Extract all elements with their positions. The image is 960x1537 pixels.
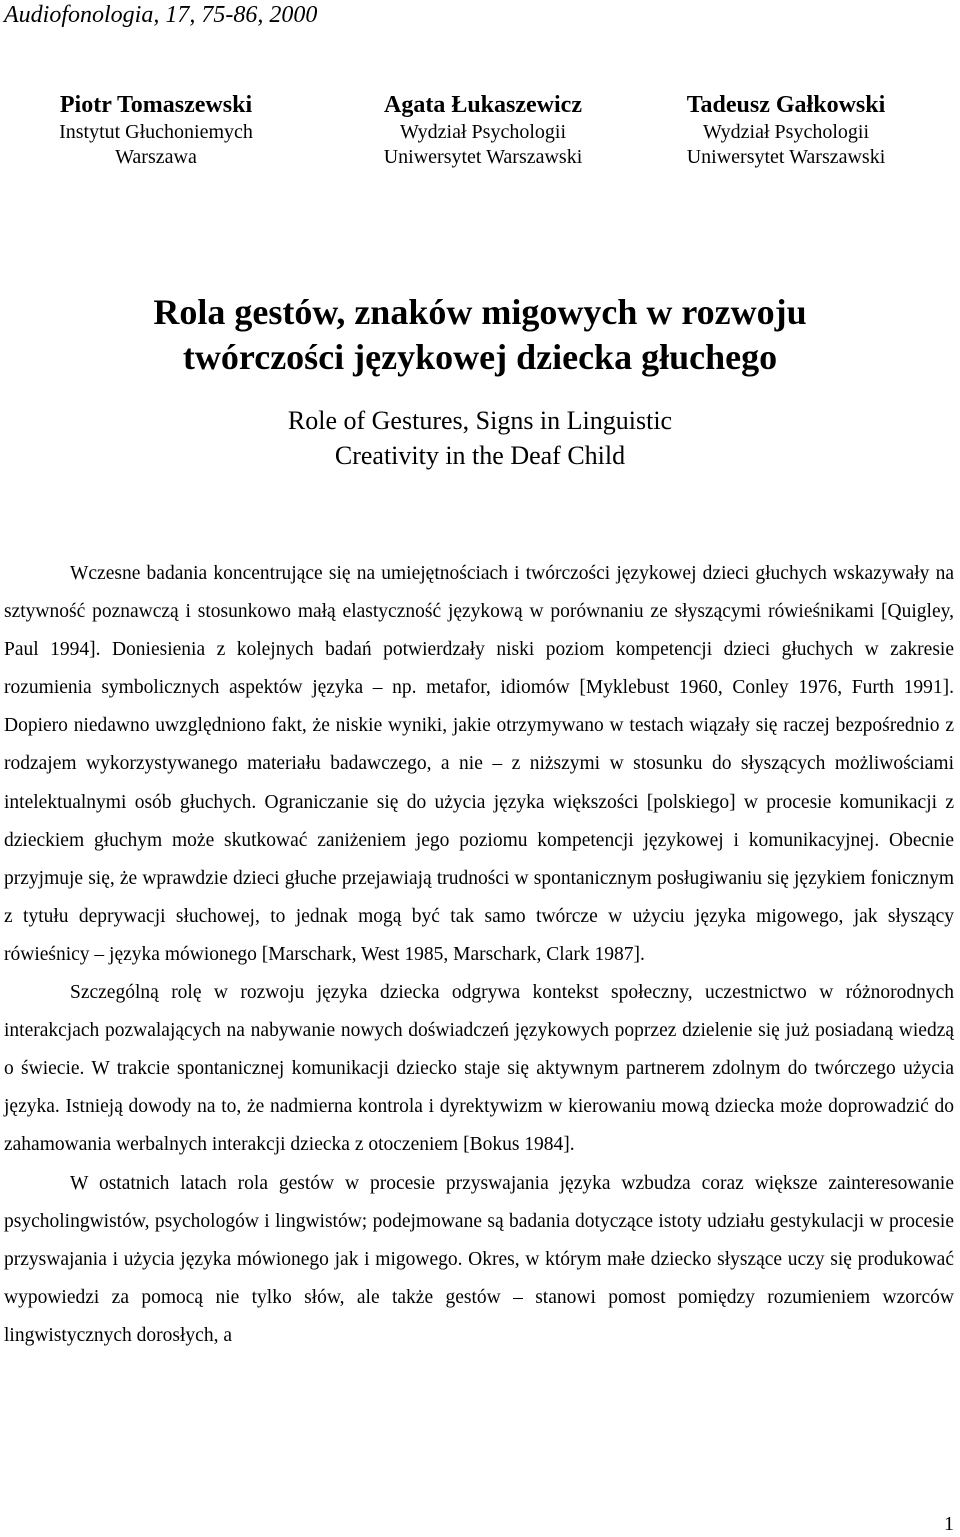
author-affiliation: Instytut Głuchoniemych xyxy=(59,121,253,143)
author-1 xyxy=(6,90,306,170)
paper-title-english xyxy=(0,403,960,473)
title-line: Role of Gestures, Signs in Linguistic xyxy=(287,406,673,435)
paragraph: Szczególną rolę w rozwoju języka dziecka odgrywa kontekst społeczny, uczestnictwo w różnorodnych interakcjach pozwalających na nabywanie nowych doświadczeń językowych poprzez dzielenie się już posiadaną wiedzą o świecie. W trakcie spontanicznej komunikacji dziecko staje się aktywnym partnerem zdolnym do twórczego użycia języka. Istnieją dowody na to, że nadmierna kontrola i dyrektywizm w kierowaniu mową dziecka może doprowadzić do zahamowania werbalnych interakcji dziecka z otoczeniem [Bokus 1984]. xyxy=(4,982,954,1156)
author-affiliation: Wydział Psychologii xyxy=(400,121,566,143)
author-university: Uniwersytet Warszawski xyxy=(383,146,583,168)
author-block xyxy=(0,90,960,186)
title-line: Rola gestów, znaków migowych w rozwoju xyxy=(153,292,807,332)
page-number: 1 xyxy=(944,1513,954,1535)
body-text xyxy=(4,555,954,1355)
author-name: Tadeusz Gałkowski xyxy=(686,92,886,118)
title-line: Creativity in the Deaf Child xyxy=(334,441,626,470)
title-line: twórczości językowej dziecka głuchego xyxy=(182,337,778,377)
journal-citation: Audiofonologia, 17, 75-86, 2000 xyxy=(4,2,318,28)
author-city: Warszawa xyxy=(115,146,197,168)
paper-title-polish xyxy=(0,290,960,380)
author-name: Piotr Tomaszewski xyxy=(59,92,253,118)
author-name: Agata Łukaszewicz xyxy=(384,92,582,118)
author-3 xyxy=(636,90,936,170)
paragraph: W ostatnich latach rola gestów w procesie przyswajania języka wzbudza coraz większe zainteresowanie psycholingwistów, psychologów i lingwistów; podejmowane są badania dotyczące istoty udziału gestykulacji w procesie przyswajania i użycia języka mówionego jak i migowego. Okres, w którym małe dziecko słyszące uczy się produkować wypowiedzi za pomocą nie tylko słów, ale także gestów – stanowi pomost pomiędzy rozumieniem wzorców lingwistycznych dorosłych, a xyxy=(4,1172,954,1346)
author-affiliation: Wydział Psychologii xyxy=(703,121,869,143)
paragraph: Wczesne badania koncentrujące się na umiejętnościach i twórczości językowej dzieci głuchych wskazywały na sztywność poznawczą i stosunkowo małą elastyczność językową w porównaniu ze słyszącymi rówieśnikami [Quigley, Paul 1994]. Doniesienia z kolejnych badań potwierdzały niski poziom kompetencji dzieci głuchych w zakresie rozumienia symbolicznych aspektów języka – np. metafor, idiomów [Myklebust 1960, Conley 1976, Furth 1991]. Dopiero niedawno uwzględniono fakt, że niskie wyniki, jakie otrzymywano w testach wiązały się raczej bezpośrednio z rodzajem wykorzystywanego materiału badawczego, a nie – z niższymi w stosunku do słyszących możliwościami intelektualnymi osób głuchych. Ograniczanie się do użycia języka większości [polskiego] w procesie komunikacji z dzieckiem głuchym może skutkować zaniżeniem jego poziomu kompetencji językowej i komunikacyjnej. Obecnie przyjmuje się, że wprawdzie dzieci głuche przejawiają trudności w spontanicznym posługiwaniu się językiem fonicznym z tytułu deprywacji słuchowej, to jednak mogą być tak samo twórcze w użyciu języka migowego, jak słyszący rówieśnicy – języka mówionego [Marschark, West 1985, Marschark, Clark 1987]. xyxy=(4,563,954,965)
author-university: Uniwersytet Warszawski xyxy=(686,146,886,168)
author-2 xyxy=(333,90,633,170)
